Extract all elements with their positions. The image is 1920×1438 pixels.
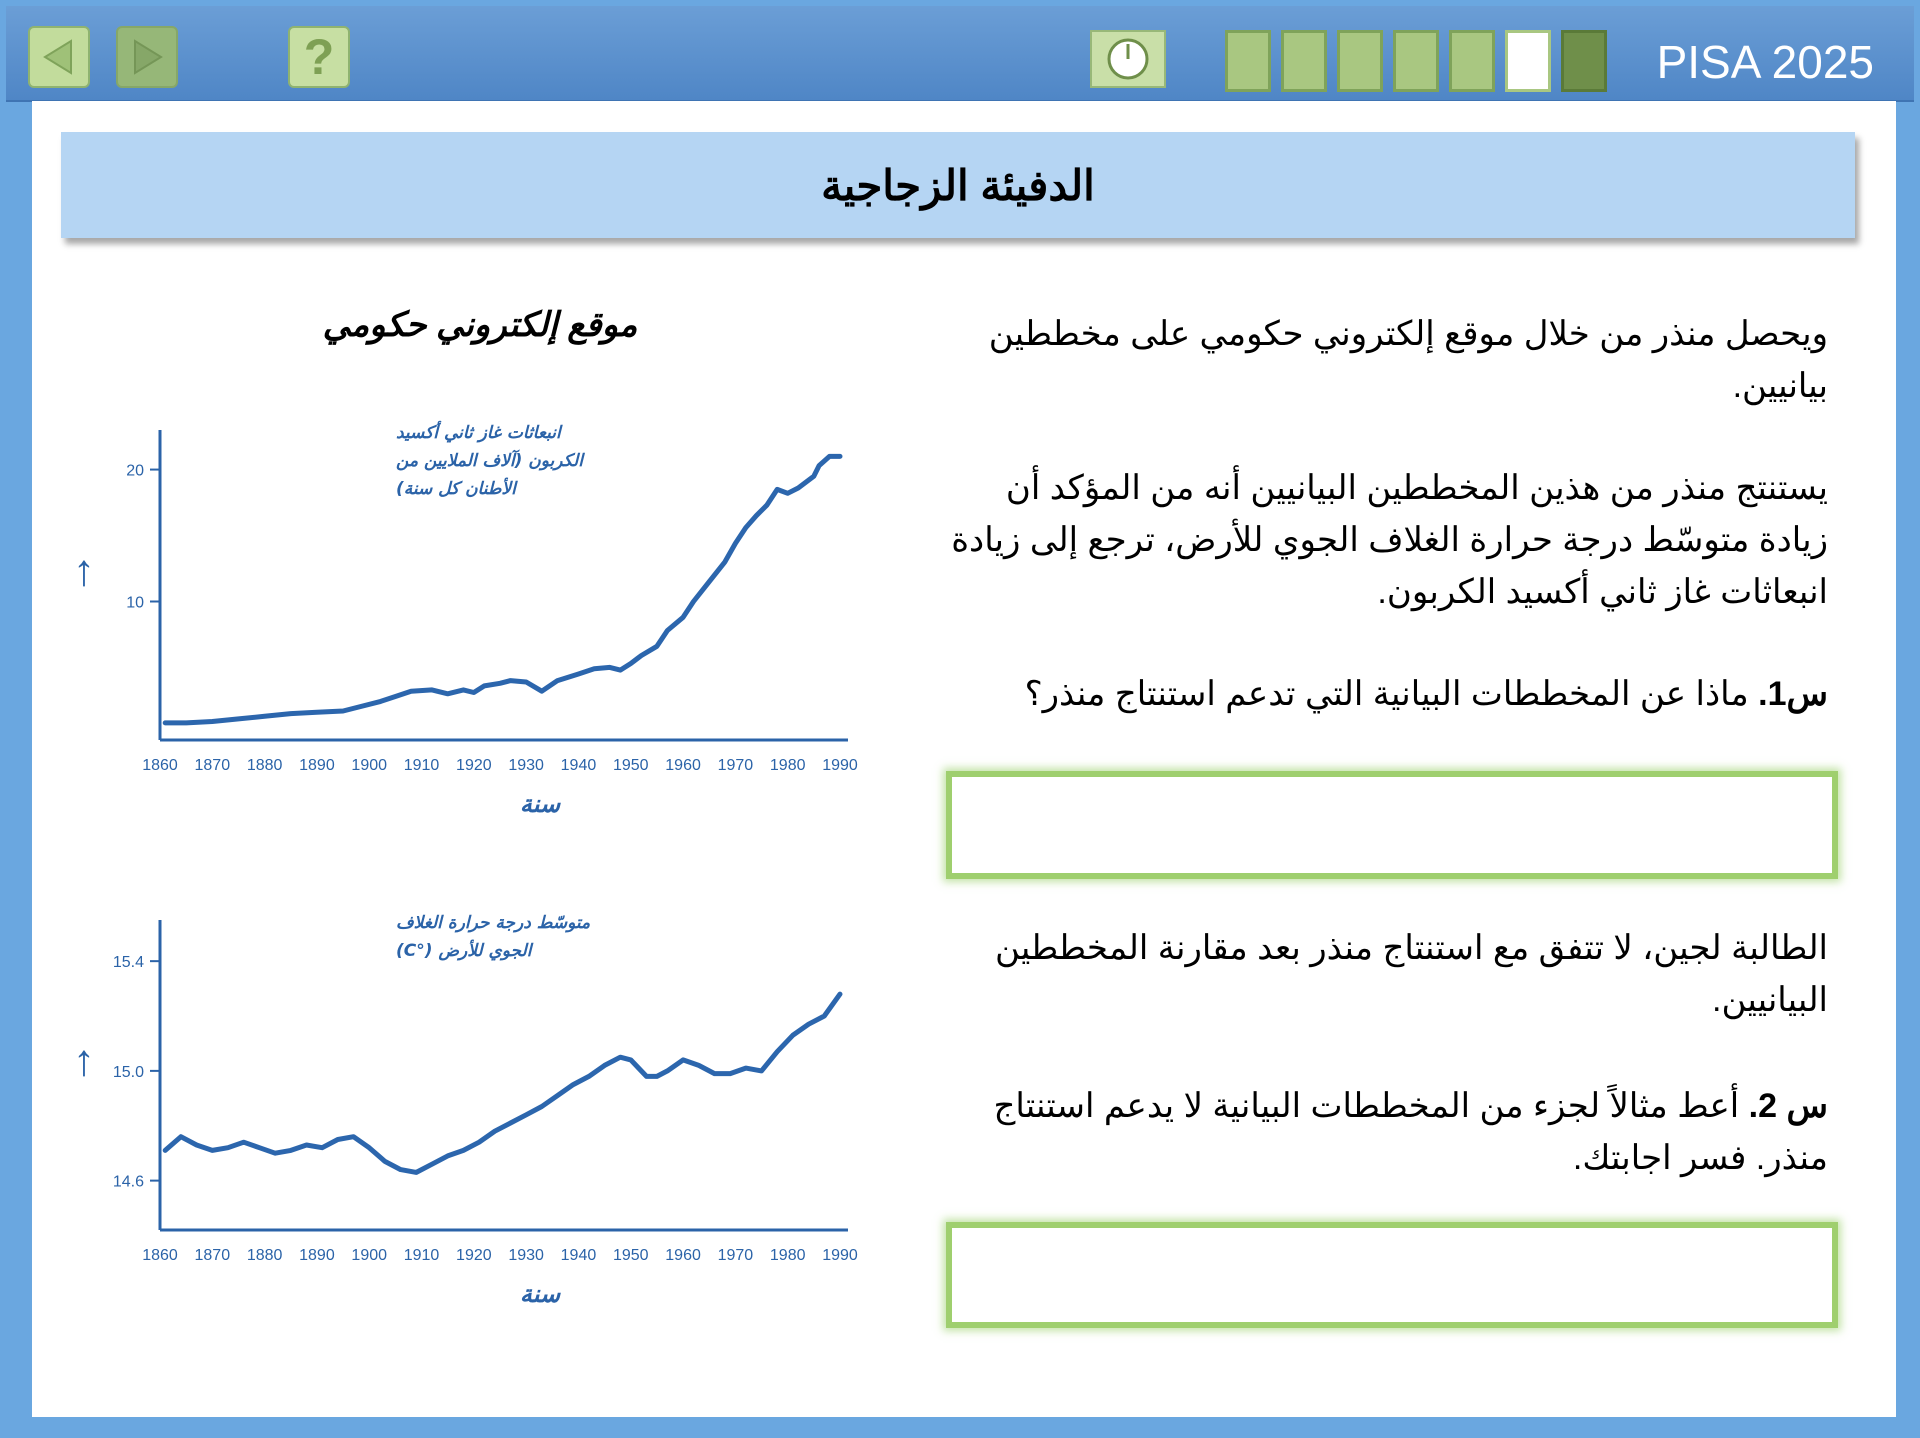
clock-icon — [1105, 36, 1151, 82]
temperature-chart — [60, 900, 860, 1320]
conclusion-text: يستنتج منذر من هذين المخططين البيانيين أنه من المؤكد أن زيادة متوسّط درجة حرارة الغلاف الجوي للأرض، ترجع إلى زيادة انبعاثات غاز ثاني أكسيد الكربون. — [951, 469, 1828, 611]
brand-label: PISA 2025 — [1656, 36, 1874, 88]
x-tick-label: 1910 — [403, 757, 440, 774]
timer-button[interactable] — [1090, 30, 1166, 88]
progress-step[interactable] — [1225, 30, 1271, 92]
x-tick-label: 1870 — [194, 1247, 231, 1264]
progress-step[interactable] — [1561, 30, 1607, 92]
x-tick-label: 1960 — [665, 757, 701, 774]
x-tick-label: 1940 — [560, 1247, 597, 1264]
chart-title-line: الجوي للأرض (°C) — [396, 941, 532, 961]
chart-title-line: انبعاثات غاز ثاني أكسيد — [396, 423, 561, 443]
question-mark-icon: ? — [303, 29, 335, 85]
page-title: الدفيئة الزجاجية — [821, 161, 1095, 209]
x-tick-label: 1990 — [822, 1247, 858, 1264]
question-1-number: س1. — [1758, 675, 1828, 713]
question-1 — [948, 668, 1828, 720]
x-tick-label: 1890 — [299, 1247, 335, 1264]
x-tick-label: 1870 — [194, 757, 231, 774]
question-2 — [948, 1080, 1828, 1184]
intro-text: ويحصل منذر من خلال موقع إلكتروني حكومي على مخططين بيانيين. — [988, 315, 1828, 405]
progress-step[interactable] — [1449, 30, 1495, 92]
x-tick-label: 1920 — [456, 1247, 492, 1264]
x-tick-label: 1890 — [299, 757, 335, 774]
question-2-number: س 2. — [1748, 1087, 1828, 1125]
x-tick-label: 1920 — [456, 757, 492, 774]
y-tick-label: 20 — [126, 462, 144, 480]
back-button[interactable] — [28, 26, 90, 88]
progress-step[interactable] — [1337, 30, 1383, 92]
chart-title-line: الأطنان كل سنة) — [396, 479, 516, 499]
page-title-banner — [61, 132, 1855, 238]
x-tick-label: 1860 — [142, 1247, 178, 1264]
x-tick-label: 1980 — [769, 1247, 806, 1264]
student-note-text: الطالبة لجين، لا تتفق مع استنتاج منذر بعد مقارنة المخططين البيانيين. — [995, 929, 1828, 1019]
forward-button[interactable] — [116, 26, 178, 88]
question-1-text: ماذا عن المخططات البيانية التي تدعم استنتاج منذر؟ — [1024, 675, 1759, 713]
y-tick-label: 15.4 — [112, 954, 144, 972]
forward-arrow-icon — [127, 37, 167, 77]
up-arrow-icon: ↑ — [73, 546, 95, 595]
back-arrow-icon — [39, 37, 79, 77]
series-line — [165, 994, 840, 1172]
progress-step[interactable] — [1393, 30, 1439, 92]
x-tick-label: 1880 — [246, 757, 283, 774]
chart-title-line: متوسّط درجة حرارة الغلاف — [396, 913, 591, 933]
y-tick-label: 10 — [126, 594, 144, 612]
x-tick-label: 1930 — [508, 1247, 544, 1264]
x-tick-label: 1970 — [717, 757, 754, 774]
y-tick-label: 15.0 — [112, 1063, 144, 1081]
x-axis-label: سنة — [519, 790, 561, 818]
top-toolbar — [6, 6, 1914, 102]
x-tick-label: 1880 — [246, 1247, 283, 1264]
x-tick-label: 1950 — [612, 1247, 649, 1264]
progress-indicator — [1225, 30, 1607, 92]
progress-step[interactable] — [1505, 30, 1551, 92]
co2-emissions-chart — [60, 410, 860, 830]
question-2-text: أعط مثالاً لجزء من المخططات البيانية لا يدعم استنتاج منذر. فسر اجابتك. — [993, 1087, 1828, 1177]
answer-box-1[interactable] — [946, 771, 1838, 879]
x-tick-label: 1910 — [403, 1247, 440, 1264]
x-tick-label: 1990 — [822, 757, 858, 774]
chart-title-line: الكربون (آلاف الملايين من — [396, 451, 583, 471]
x-tick-label: 1860 — [142, 757, 178, 774]
x-tick-label: 1950 — [612, 757, 649, 774]
progress-step[interactable] — [1281, 30, 1327, 92]
x-axis-label: سنة — [519, 1280, 561, 1308]
x-tick-label: 1900 — [351, 1247, 388, 1264]
x-tick-label: 1900 — [351, 757, 388, 774]
x-tick-label: 1970 — [717, 1247, 754, 1264]
source-title: موقع إلكتروني حكومي — [322, 306, 638, 344]
answer-box-2[interactable] — [946, 1222, 1838, 1328]
x-tick-label: 1930 — [508, 757, 544, 774]
x-tick-label: 1940 — [560, 757, 597, 774]
up-arrow-icon: ↑ — [73, 1036, 95, 1085]
x-tick-label: 1960 — [665, 1247, 701, 1264]
x-tick-label: 1980 — [769, 757, 806, 774]
y-tick-label: 14.6 — [112, 1173, 144, 1191]
help-button[interactable] — [288, 26, 350, 88]
